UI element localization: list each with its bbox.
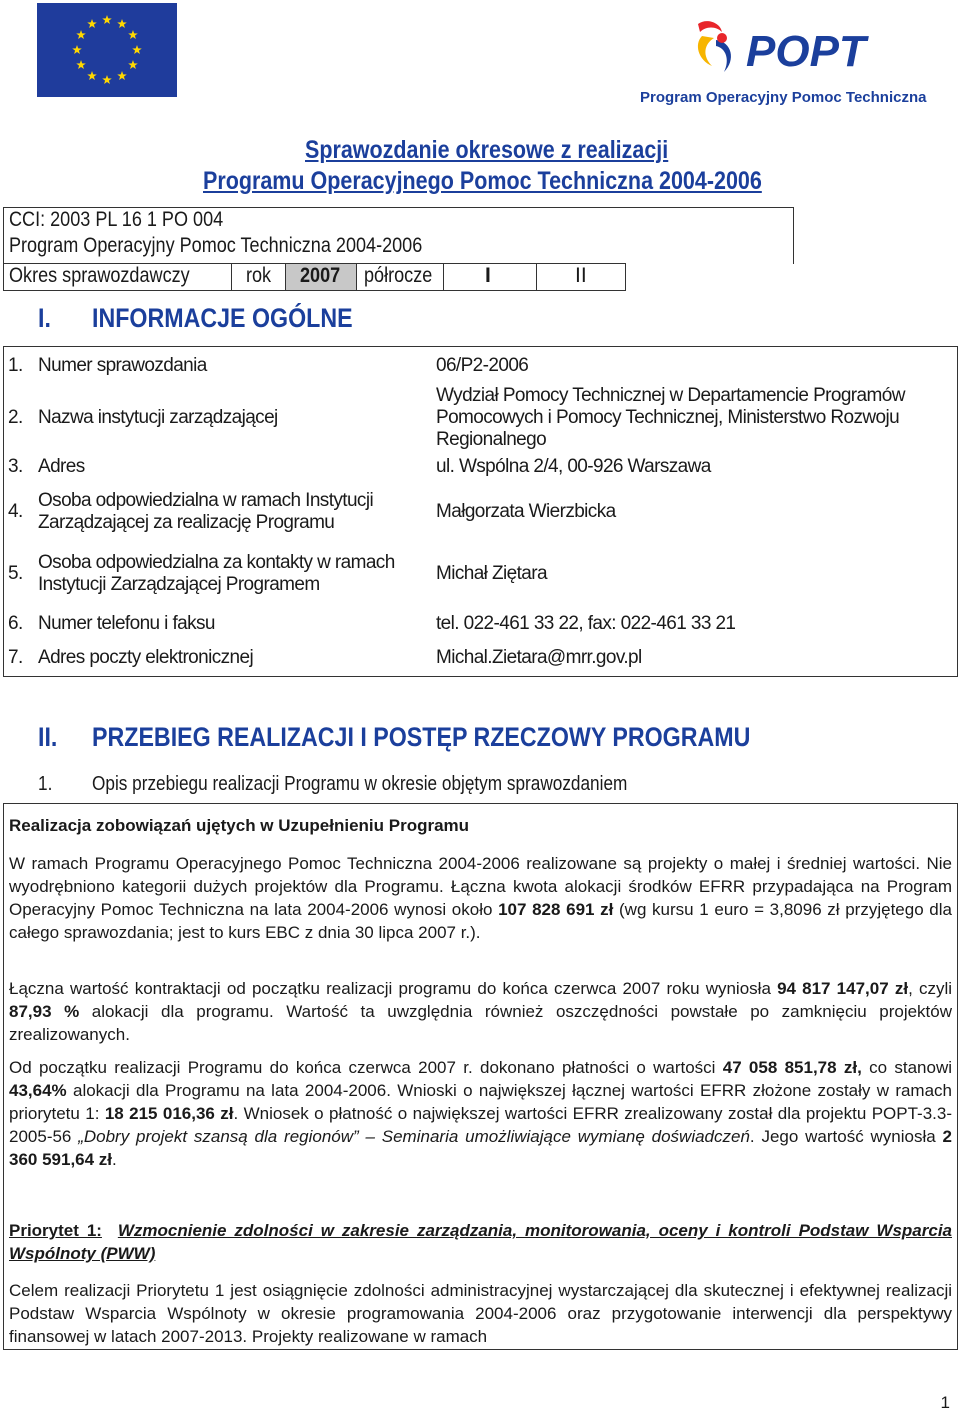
okres-label: Okres sprawozdawczy xyxy=(9,264,190,287)
payments-percent: 43,64% xyxy=(9,1081,67,1100)
report-title-line1: Sprawozdanie okresowe z realizacji xyxy=(305,136,669,164)
section-2-title: PRZEBIEG REALIZACJI I POSTĘP RZECZOWY PROGRAMU xyxy=(92,722,751,752)
contracting-amount: 94 817 147,07 zł xyxy=(777,979,909,998)
info-row-label: Adres poczty elektronicznej xyxy=(38,647,254,669)
info-row-value: Małgorzata Wierzbicka xyxy=(436,500,616,522)
info-row-label: Osoba odpowiedzialna za kontakty w ramach Instytucji Zarządzającej Programem xyxy=(38,551,395,595)
info-row xyxy=(4,607,958,641)
info-row-number: 4. xyxy=(8,500,23,522)
info-row-label: Numer sprawozdania xyxy=(38,354,207,376)
info-row xyxy=(4,385,958,451)
priority1-amount: 18 215 016,36 zł xyxy=(104,1104,234,1123)
info-row-value: Michał Ziętara xyxy=(436,562,547,584)
p3-text-a: Od początku realizacji Programu do końca czerwca 2007 r. dokonano płatności o wartości xyxy=(9,1058,723,1077)
eu-flag-logo xyxy=(37,3,177,97)
info-row xyxy=(4,347,958,385)
paragraph-contracting xyxy=(9,977,952,1046)
rok-value: 2007 xyxy=(300,264,341,287)
priority-title: Wzmocnienie zdolności w zakresie zarządzania, monitorowania, oceny i kontroli Podstaw Wsparcia Wspólnoty (PWW) xyxy=(9,1221,952,1263)
info-row-number: 3. xyxy=(8,455,23,477)
contracting-percent: 87,93 % xyxy=(9,1002,80,1021)
info-row-number: 6. xyxy=(8,612,23,634)
info-row-number: 5. xyxy=(8,562,23,584)
allocation-amount: 107 828 691 zł xyxy=(498,900,614,919)
popt-logo-text: POPT xyxy=(746,27,866,76)
subsection-number: 1. xyxy=(38,773,53,795)
rok-label: rok xyxy=(246,264,272,287)
p3-text-c: alokacji dla Programu na lata 2004-2006. Wnioski o największej łącznej wartości EFRR złożone zostały w ramach priorytetu 1: xyxy=(9,1081,952,1123)
section-1-number: I. xyxy=(38,303,51,333)
program-name: Program Operacyjny Pomoc Techniczna 2004-2006 xyxy=(9,234,423,257)
info-row-value: ul. Wspólna 2/4, 00-926 Warszawa xyxy=(436,455,711,477)
polrocze-ii: II xyxy=(575,264,587,287)
paragraph-allocation xyxy=(9,852,952,944)
info-row-label: Numer telefonu i faksu xyxy=(38,612,215,634)
subsection-title: Opis przebiegu realizacji Programu w okresie objętym sprawozdaniem xyxy=(92,773,628,795)
p1-text-b: (wg kursu 1 euro = 3,8096 zł przyjętego dla całego sprawozdania; jest to kurs EBC z dnia 30 lipca 2007 r.). xyxy=(9,900,952,942)
priority-label: Priorytet 1: xyxy=(9,1221,102,1240)
info-row-value: Wydział Pomocy Technicznej w Departamencie Programów Pomocowych i Pomocy Technicznej, Ministerstwo Rozwoju Regionalnego xyxy=(436,384,905,450)
page-number: 1 xyxy=(940,1393,950,1412)
info-row xyxy=(4,451,958,483)
p2-text-a: Łączna wartość kontraktacji od początku realizacji programu do końca czerwca 2007 roku wyniosła xyxy=(9,979,778,998)
payments-amount: 47 058 851,78 zł, xyxy=(722,1058,862,1077)
section-2-number: II. xyxy=(38,722,58,752)
info-row-number: 2. xyxy=(8,406,23,428)
section-1-title: INFORMACJE OGÓLNE xyxy=(92,303,353,333)
report-title-line2: Programu Operacyjnego Pomoc Techniczna 2004-2006 xyxy=(203,167,762,195)
p3-text-d: . Wniosek o płatność o największej wartości EFRR zrealizowany został dla projektu POPT-3.3-2005-56 xyxy=(9,1104,952,1146)
paragraph-priority-goal: Celem realizacji Priorytetu 1 jest osiągnięcie zdolności administracyjnej wystarczającej dla skutecznej i efektywnej realizacji Podstaw Wsparcia Wspólnoty w okresie programowania 2004-2006 oraz przygotowanie interwencji dla perspektywy finansowej w latach 2007-2013. Projekty realizowane w ramach xyxy=(9,1281,952,1346)
project-amount: 2 360 591,64 zł xyxy=(9,1127,952,1169)
paragraph-payments xyxy=(9,1056,952,1171)
polrocze-i: I xyxy=(485,264,491,287)
cci-code: CCI: 2003 PL 16 1 PO 004 xyxy=(9,208,224,231)
info-row xyxy=(4,641,958,677)
info-row-label: Adres xyxy=(38,455,85,477)
p1-text-a: W ramach Programu Operacyjnego Pomoc Techniczna 2004-2006 realizowane są projekty o małej i średniej wartości. Nie wyodrębniono kategorii dużych projektów dla Programu. Łączna kwota alokacji środków EFRR przypadająca na Program Operacyjny Pomoc Techniczna na lata 2004-2006 wynosi około xyxy=(9,854,952,919)
polrocze-label: półrocze xyxy=(364,264,433,287)
info-row-label: Osoba odpowiedzialna w ramach Instytucji Zarządzającej za realizację Programu xyxy=(38,489,374,533)
p3-text-b: co stanowi xyxy=(861,1058,953,1077)
info-row xyxy=(4,541,958,607)
priority-heading xyxy=(9,1219,952,1265)
logo-subtitle: Program Operacyjny Pomoc Techniczna xyxy=(640,89,927,106)
info-row-value: tel. 022-461 33 22, fax: 022-461 33 21 xyxy=(436,612,736,634)
box-heading: Realizacja zobowiązań ujętych w Uzupełnieniu Programu xyxy=(9,816,470,835)
p2-text-b: , czyli xyxy=(908,979,953,998)
info-row-value: 06/P2-2006 xyxy=(436,354,529,376)
info-row-label: Nazwa instytucji zarządzającej xyxy=(38,406,278,428)
project-title: „Dobry projekt szansą dla regionów” – Seminaria umożliwiające wymianę doświadczeń xyxy=(78,1127,750,1146)
info-row-value: Michal.Zietara@mrr.gov.pl xyxy=(436,647,642,669)
info-row-number: 1. xyxy=(8,354,23,376)
p3-text-e: . Jego wartość wyniosła xyxy=(749,1127,943,1146)
p3-text-f: . xyxy=(112,1150,117,1169)
info-row xyxy=(4,483,958,541)
p2-text-c: alokacji dla programu. Wartość ta uwzględnia również oszczędności powstałe po zamknięciu projektów zrealizowanych. xyxy=(9,1002,953,1044)
info-row-number: 7. xyxy=(8,647,23,669)
general-info-table xyxy=(3,346,958,677)
